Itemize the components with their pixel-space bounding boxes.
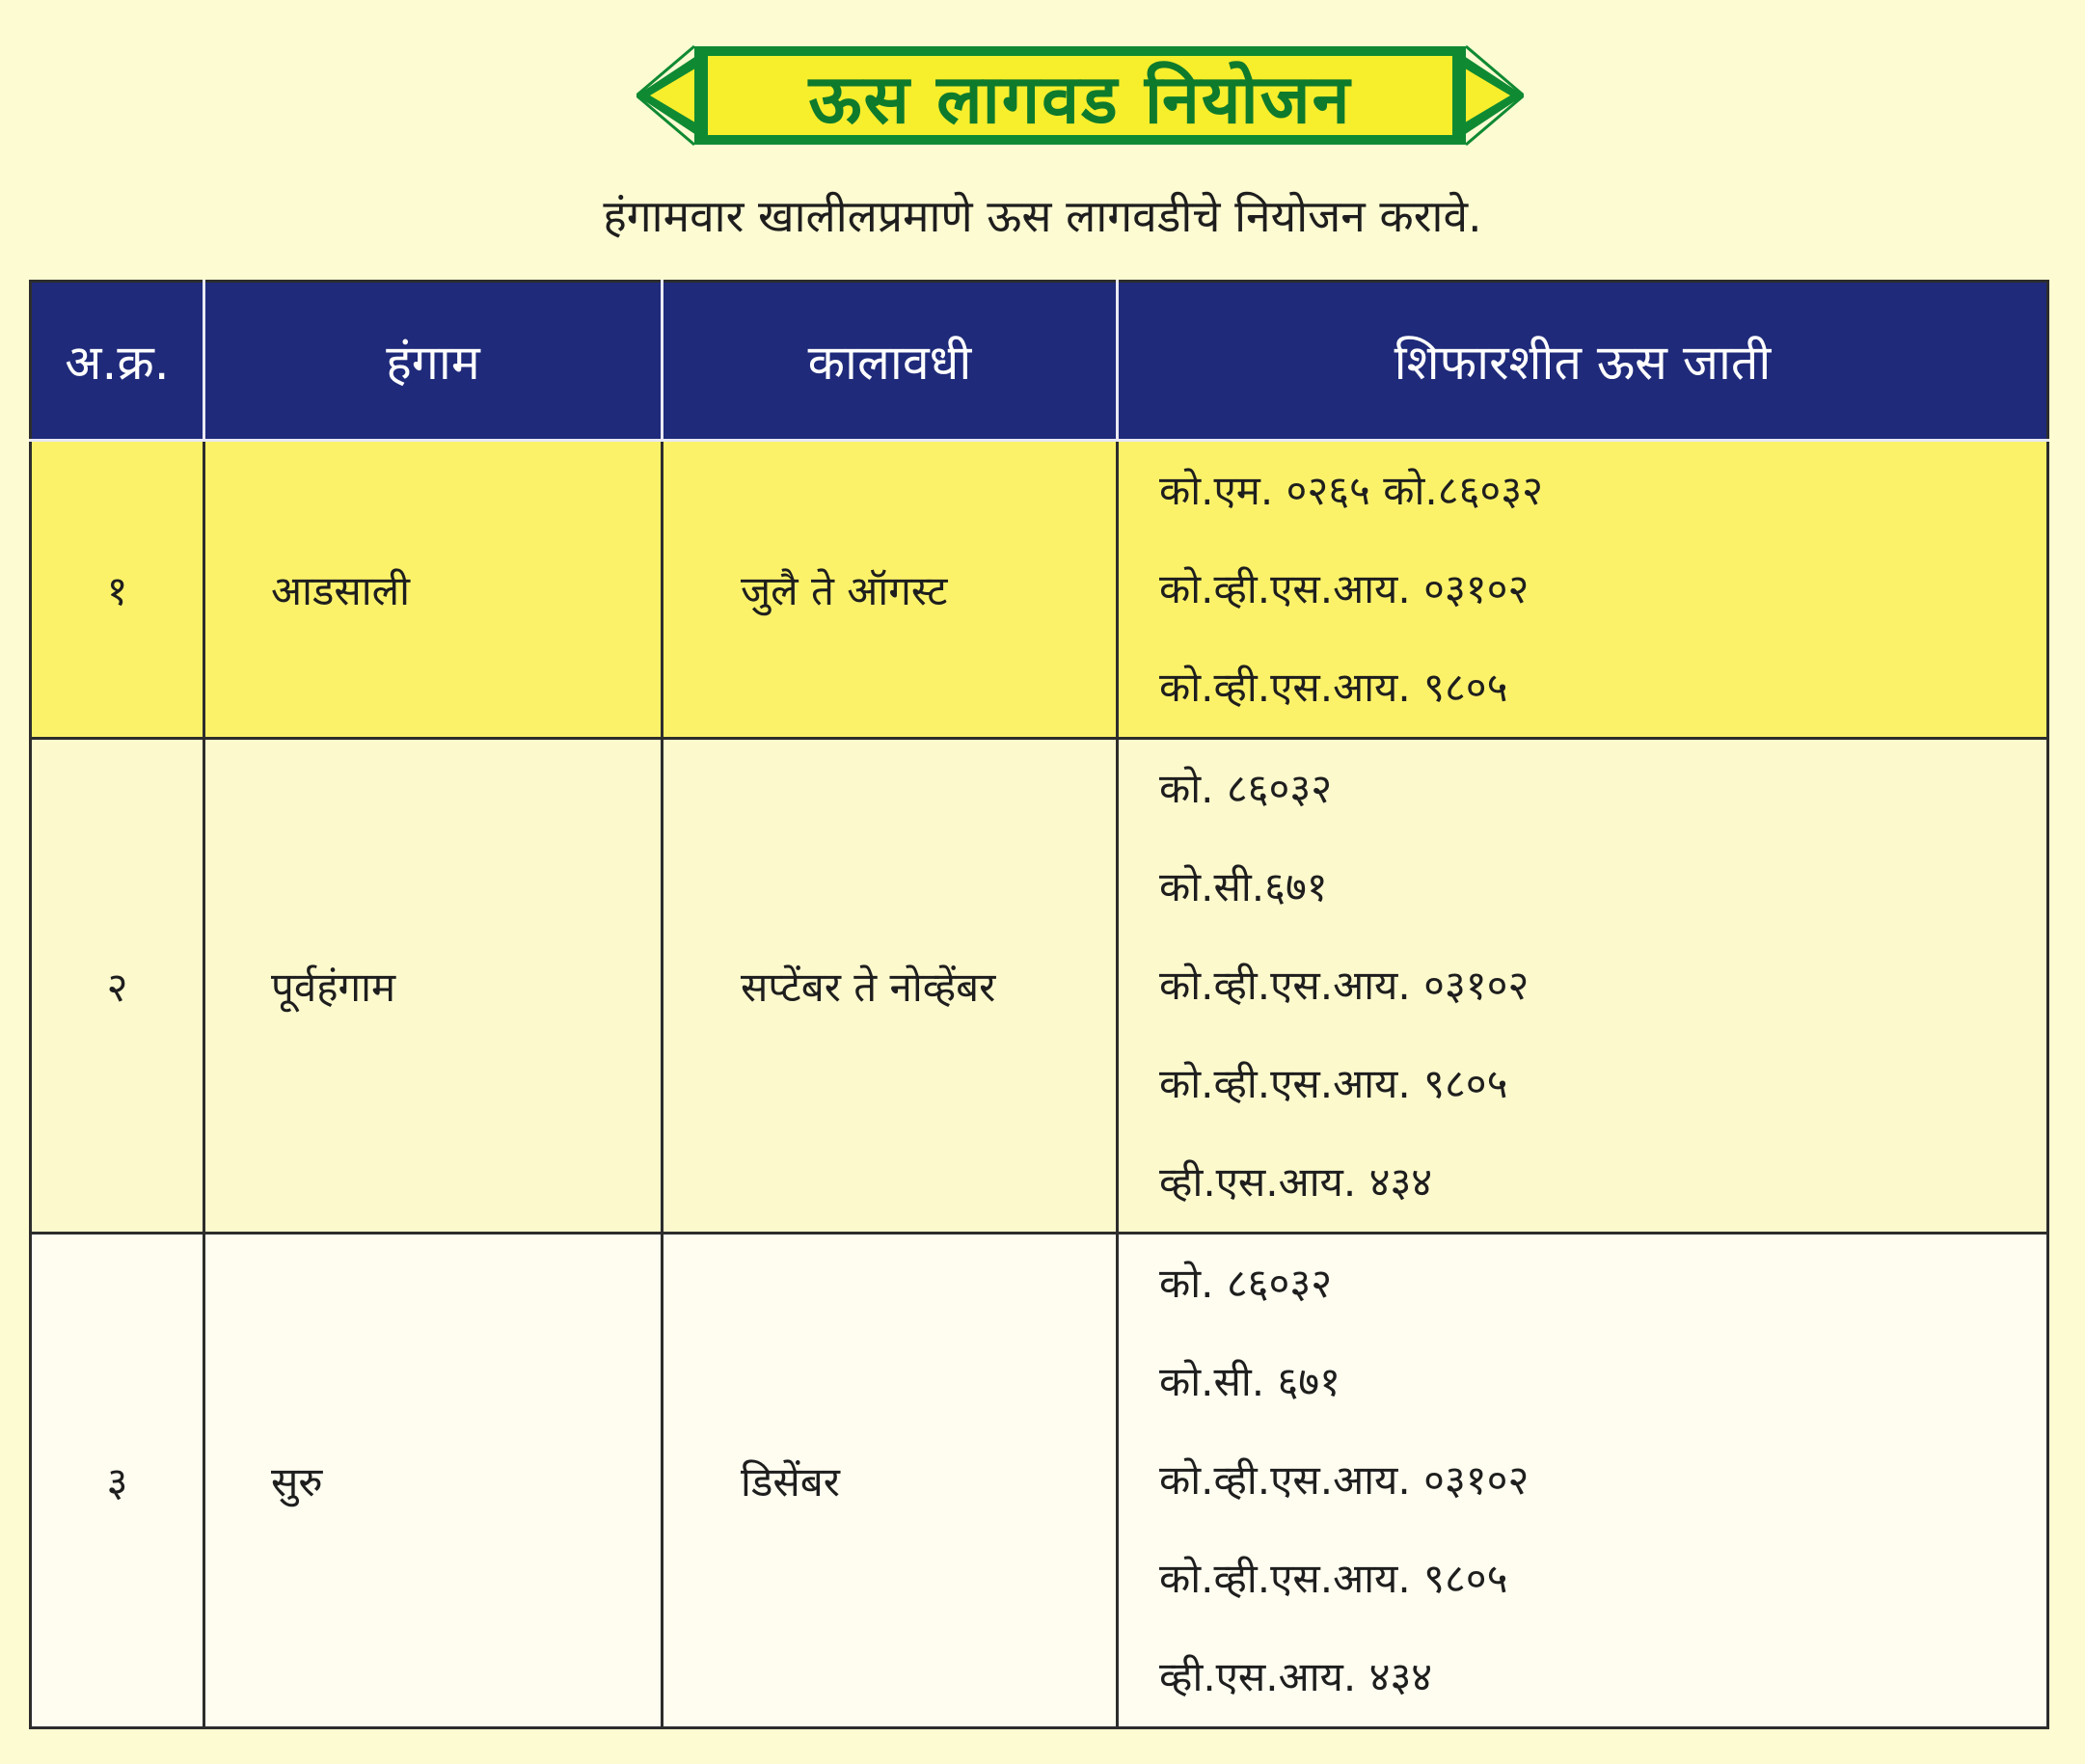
cell-season: आडसाली xyxy=(204,441,663,739)
subtitle: हंगामवार खालीलप्रमाणे ऊस लागवडीचे नियोजन करावे. xyxy=(603,190,1482,242)
variety-item: को.सी. ६७१ xyxy=(1159,1358,1340,1405)
variety-item: को.व्ही.एस.आय. ९८०५ xyxy=(1159,664,1508,711)
cell-period: सप्टेंबर ते नोव्हेंबर xyxy=(663,739,1118,1234)
cell-period: डिसेंबर xyxy=(663,1234,1118,1728)
variety-item: को.एम. ०२६५ को.८६०३२ xyxy=(1159,467,1543,514)
variety-item: व्ही.एस.आय. ४३४ xyxy=(1159,1158,1433,1206)
cell-sr: २ xyxy=(31,739,204,1234)
cell-varieties xyxy=(1118,739,2048,1234)
cell-varieties xyxy=(1118,1234,2048,1728)
variety-item: को.व्ही.एस.आय. ९८०५ xyxy=(1159,1555,1508,1602)
variety-item: को.व्ही.एस.आय. ०३१०२ xyxy=(1159,1456,1530,1504)
planting-schedule-table xyxy=(29,280,2049,1729)
variety-item: को. ८६०३२ xyxy=(1159,765,1333,812)
cell-varieties xyxy=(1118,441,2048,739)
title-banner xyxy=(636,42,1524,149)
cell-sr: ३ xyxy=(31,1234,204,1728)
variety-item: को.व्ही.एस.आय. ०३१०२ xyxy=(1159,565,1530,612)
variety-item: को.व्ही.एस.आय. ०३१०२ xyxy=(1159,962,1530,1009)
page-title: ऊस लागवड नियोजन xyxy=(808,60,1352,139)
table-header-row xyxy=(31,282,2048,441)
table-row xyxy=(31,1234,2048,1728)
cell-season: पूर्वहंगाम xyxy=(204,739,663,1234)
header-sr: अ.क्र. xyxy=(31,282,204,441)
table-row xyxy=(31,739,2048,1234)
header-varieties: शिफारशीत ऊस जाती xyxy=(1118,282,2048,441)
header-period: कालावधी xyxy=(663,282,1118,441)
cell-season: सुरु xyxy=(204,1234,663,1728)
cell-sr: १ xyxy=(31,441,204,739)
table-row xyxy=(31,441,2048,739)
header-season: हंगाम xyxy=(204,282,663,441)
variety-item: को.सी.६७१ xyxy=(1159,863,1328,910)
variety-item: को. ८६०३२ xyxy=(1159,1260,1333,1307)
variety-item: को.व्ही.एस.आय. ९८०५ xyxy=(1159,1060,1508,1107)
variety-item: व्ही.एस.आय. ४३४ xyxy=(1159,1653,1433,1700)
cell-period: जुलै ते ऑगस्ट xyxy=(663,441,1118,739)
